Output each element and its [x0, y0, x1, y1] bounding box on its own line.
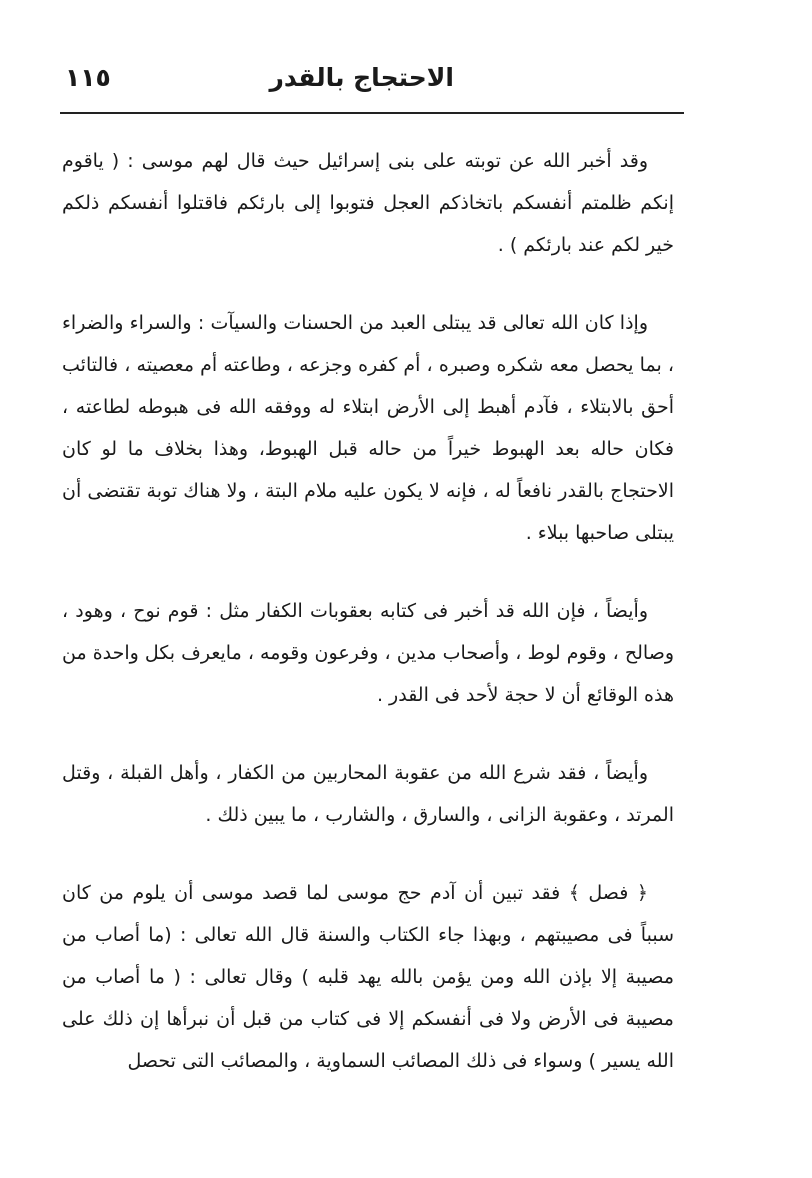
paragraph: وأيضاً ، فإن الله قد أخبر فى كتابه بعقوبات الكفار مثل : قوم نوح ، وهود ، وصالح ، وقوم لوط ، وأصحاب مدين ، وفرعون وقومه ، مايعرف بكل واحدة من هذه الوقائع أن لا حجة لأحد فى القدر .	[62, 600, 674, 706]
page-body	[62, 140, 674, 1082]
paragraph: وقد أخبر الله عن توبته على بنى إسرائيل حيث قال لهم موسى : ( ياقوم إنكم ظلمتم أنفسكم باتخاذكم العجل فتوبوا إلى بارئكم فاقتلوا أنفسكم ذلكم خير لكم عند بارئكم ) .	[62, 150, 674, 256]
running-header	[60, 55, 684, 110]
paragraph: ﴿ فصل ﴾ فقد تبين أن آدم حج موسى لما قصد موسى أن يلوم من كان سبباً فى مصيبتهم ، وبهذا جاء الكتاب والسنة قال الله تعالى : (ما أصاب من مصيبة إلا بإذن الله ومن يؤمن بالله يهد قلبه ) وقال تعالى : ( ما أصاب من مصيبة فى الأرض ولا فى أنفسكم إلا فى كتاب من قبل أن نبرأها إن ذلك على الله يسير ) وسواء فى ذلك المصائب السماوية ، والمصائب التى تحصل	[62, 882, 674, 1072]
header-divider	[60, 112, 684, 114]
page-number: ١١٥	[65, 63, 111, 92]
page-header-title: الاحتجاج بالقدر	[269, 63, 454, 92]
paragraph: وإذا كان الله تعالى قد يبتلى العبد من الحسنات والسيآت : والسراء والضراء ، بما يحصل معه شكره وصبره ، أم كفره وجزعه ، وطاعته أم معصيته ، فالتائب أحق بالابتلاء ، فآدم أهبط إلى الأرض ابتلاء له ووفقه الله فى هبوطه لطاعته ، فكان حاله بعد الهبوط خيراً من حاله قبل الهبوط، وهذا بخلاف ما لو كان الاحتجاج بالقدر نافعاً له ، فإنه لا يكون عليه ملام البتة ، ولا هناك توبة تقتضى أن يبتلى صاحبها ببلاء .	[62, 312, 674, 544]
paragraph: وأيضاً ، فقد شرع الله من عقوبة المحاربين من الكفار ، وأهل القبلة ، وقتل المرتد ، وعقوبة الزانى ، والسارق ، والشارب ، ما يبين ذلك .	[62, 762, 674, 826]
